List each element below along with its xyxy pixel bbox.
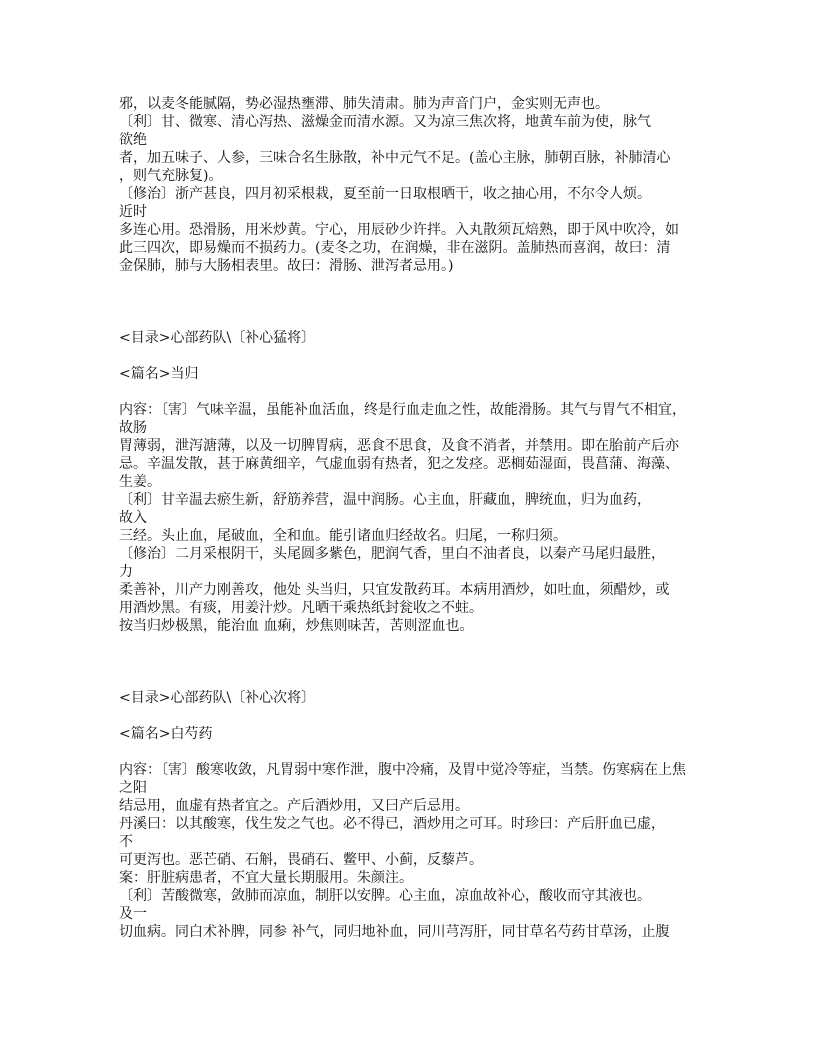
text-line: 内容：〔害〕气味辛温，虽能补血活血，终是行血走血之性，故能滑肠。其气与胃气不相宜， <box>119 402 686 418</box>
text-line: 金保肺，肺与大肠相表里。故曰：滑肠、泄泻者忌用。) <box>119 258 454 274</box>
text-line: 〔利〕苦酸微寒，敛肺而凉血，制肝以安脾。心主血，凉血故补心，酸收而守其液也。 <box>119 888 651 904</box>
text-line: 者，加五味子、人参，三味合名生脉散，补中元气不足。(盖心主脉，肺朝百脉，补肺清心 <box>119 150 671 166</box>
blank-line <box>119 707 719 725</box>
text-line: 柔善补，川产力刚善攻，他处 头当归，只宜发散药耳。本病用酒炒，如吐血，须醋炒，或 <box>119 582 670 598</box>
text-line: 及一 <box>119 906 147 922</box>
section-title: <篇名>当归 <box>119 366 199 382</box>
blank-line <box>119 671 719 689</box>
text-line: 按当归炒极黑，能治血 血痢，炒焦则味苦，苦则涩血也。 <box>119 618 474 634</box>
blank-line <box>119 635 719 653</box>
text-line: 力 <box>119 564 133 580</box>
text-line: 〔利〕甘辛温去瘀生新，舒筋养营，温中润肠。心主血，肝藏血，脾统血，归为血药， <box>119 492 651 508</box>
section-catalog-heading: <目录>心部药队\〔补心次将〕 <box>119 690 316 706</box>
text-line: 〔利〕甘、微寒、清心泻热、滋燥金而清水源。又为凉三焦次将，地黄车前为使，脉气 <box>119 114 651 130</box>
text-line: 忌。辛温发散，甚于麻黄细辛，气虚血弱有热者，犯之发痉。恶榈茹湿面，畏菖蒲、海藻、 <box>119 456 679 472</box>
text-line: 〔修治〕二月采根阴干，头尾圆多紫色，肥润气香，里白不油者良，以秦产马尾归最胜， <box>119 546 665 562</box>
section-title: <篇名>白芍药 <box>119 726 213 742</box>
text-line: 之阳 <box>119 780 147 796</box>
blank-line <box>119 347 719 365</box>
text-line: 此三四次，即易燥而不损药力。(麦冬之功，在润燥，非在滋阴。盖肺热而喜润，故曰：清 <box>119 240 671 256</box>
text-line: 案：肝脏病患者，不宜大量长期服用。朱颜注。 <box>119 870 413 886</box>
document-page <box>119 95 719 941</box>
text-line: 用酒炒黑。有痰，用姜汁炒。凡晒干乘热纸封瓮收之不蛀。 <box>119 600 483 616</box>
text-line: 〔修治〕浙产甚良，四月初采根栽，夏至前一日取根晒干，收之抽心用，不尔令人烦。 <box>119 186 651 202</box>
text-line: 胃薄弱，泄泻溏薄，以及一切脾胃病，恶食不思食，及食不消者，并禁用。即在胎前产后亦 <box>119 438 679 454</box>
blank-line <box>119 383 719 401</box>
text-line: 三经。头止血，尾破血，全和血。能引诸血归经故名。归尾，一称归须。 <box>119 528 567 544</box>
text-line: 结忌用，血虚有热者宜之。产后酒炒用，又曰产后忌用。 <box>119 798 469 814</box>
blank-line <box>119 293 719 311</box>
text-line: 丹溪曰：以其酸寒，伐生发之气也。必不得已，酒炒用之可耳。时珍曰：产后肝血已虚， <box>119 816 665 832</box>
section-catalog-heading: <目录>心部药队\〔补心猛将〕 <box>119 330 316 346</box>
blank-line <box>119 275 719 293</box>
text-line: 欲绝 <box>119 132 147 148</box>
text-line: 邪，以麦冬能腻隔，势必湿热壅滞、肺失清肃。肺为声音门户，金实则无声也。 <box>119 96 609 112</box>
text-line: 故入 <box>119 510 147 526</box>
text-line: 故肠 <box>119 420 147 436</box>
text-line: 多连心用。恐滑肠，用米炒黄。宁心，用辰砂少许拌。入丸散须瓦焙熟，即于风中吹冷，如 <box>119 222 679 238</box>
text-line: 切血病。同白术补脾，同参 补气，同归地补血，同川芎泻肝，同甘草名芍药甘草汤，止腹 <box>119 924 670 940</box>
text-line: 生姜。 <box>119 474 161 490</box>
text-line: 不 <box>119 834 133 850</box>
text-line: 近时 <box>119 204 147 220</box>
text-line: 可更泻也。恶芒硝、石斛，畏硝石、鳖甲、小蓟，反藜芦。 <box>119 852 483 868</box>
blank-line <box>119 653 719 671</box>
text-line: 内容：〔害〕酸寒收敛，凡胃弱中寒作泄，腹中冷痛，及胃中觉冷等症，当禁。伤寒病在上焦 <box>119 762 686 778</box>
blank-line <box>119 311 719 329</box>
blank-line <box>119 743 719 761</box>
text-line: ，则气充脉复)。 <box>119 168 223 184</box>
